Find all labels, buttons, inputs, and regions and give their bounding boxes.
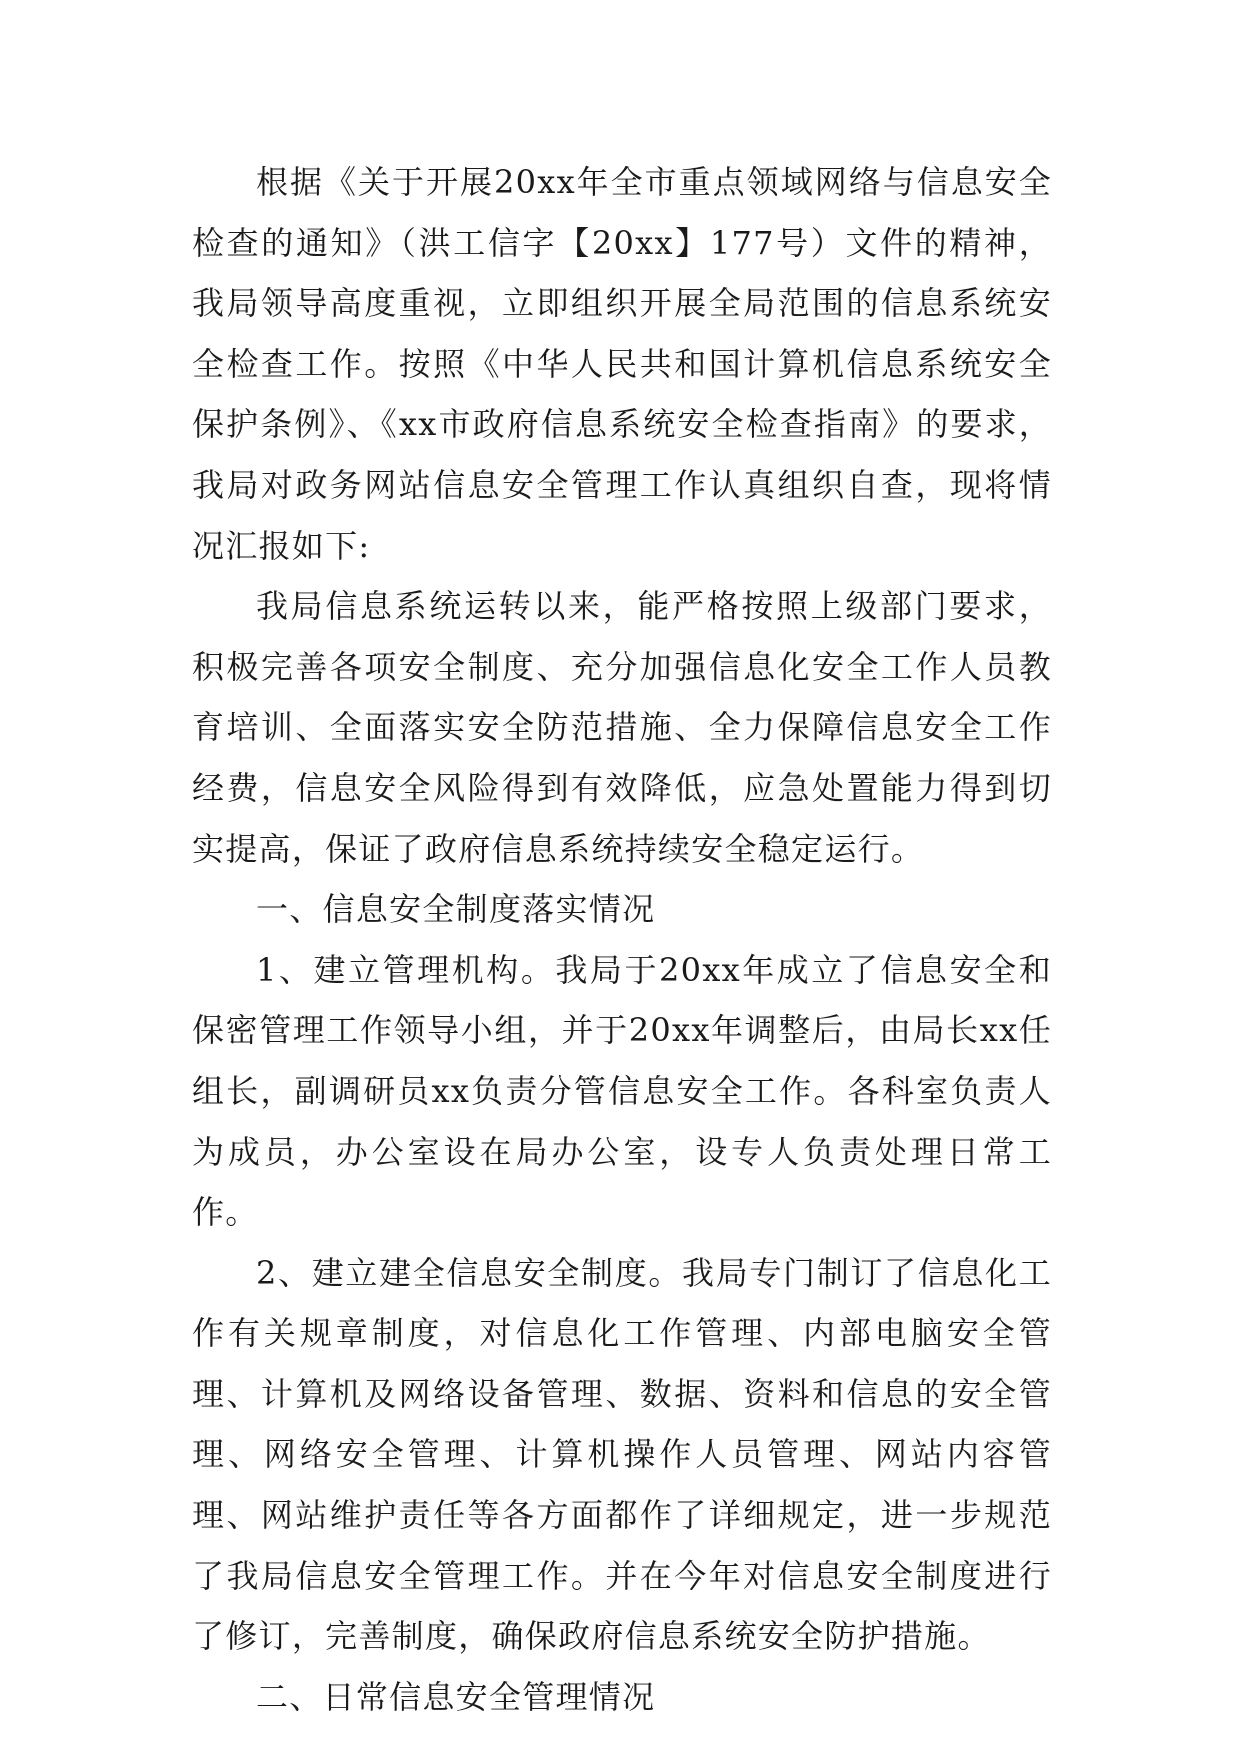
section-heading-1: 一、信息安全制度落实情况	[256, 890, 656, 929]
paragraph-security-rules: 2、建立建全信息安全制度。我局专门制订了信息化工作有关规章制度，对信息化工作管理、内部电脑安全管理、计算机及网络设备管理、数据、资料和信息的安全管理、网络安全管理、计算机操作人员管理、网站内容管理、网站维护责任等各方面都作了详细规定，进一步规范了我局信息安全管理工作。并在今年对信息安全制度进行了修订，完善制度，确保政府信息系统安全防护措施。	[192, 1253, 1052, 1656]
section-heading-2: 二、日常信息安全管理情况	[256, 1677, 656, 1716]
paragraph-intro: 根据《关于开展20xx年全市重点领域网络与信息安全检查的通知》（洪工信字【20xx】177号）文件的精神，我局领导高度重视，立即组织开展全局范围的信息系统安全检查工作。按照《中华人民共和国计算机信息系统安全保护条例》、《xx市政府信息系统安全检查指南》的要求，我局对政务网站信息安全管理工作认真组织自查，现将情况汇报如下:	[192, 163, 1052, 565]
paragraph-management-body: 1、建立管理机构。我局于20xx年成立了信息安全和保密管理工作领导小组，并于20xx年调整后，由局长xx任组长，副调研员xx负责分管信息安全工作。各科室负责人为成员，办公室设在局办公室，设专人负责处理日常工作。	[192, 950, 1052, 1232]
document-body	[192, 152, 1052, 1727]
paragraph-overview: 我局信息系统运转以来，能严格按照上级部门要求，积极完善各项安全制度、充分加强信息化安全工作人员教育培训、全面落实安全防范措施、全力保障信息安全工作经费，信息安全风险得到有效降低，应急处置能力得到切实提高，保证了政府信息系统持续安全稳定运行。	[192, 587, 1052, 868]
